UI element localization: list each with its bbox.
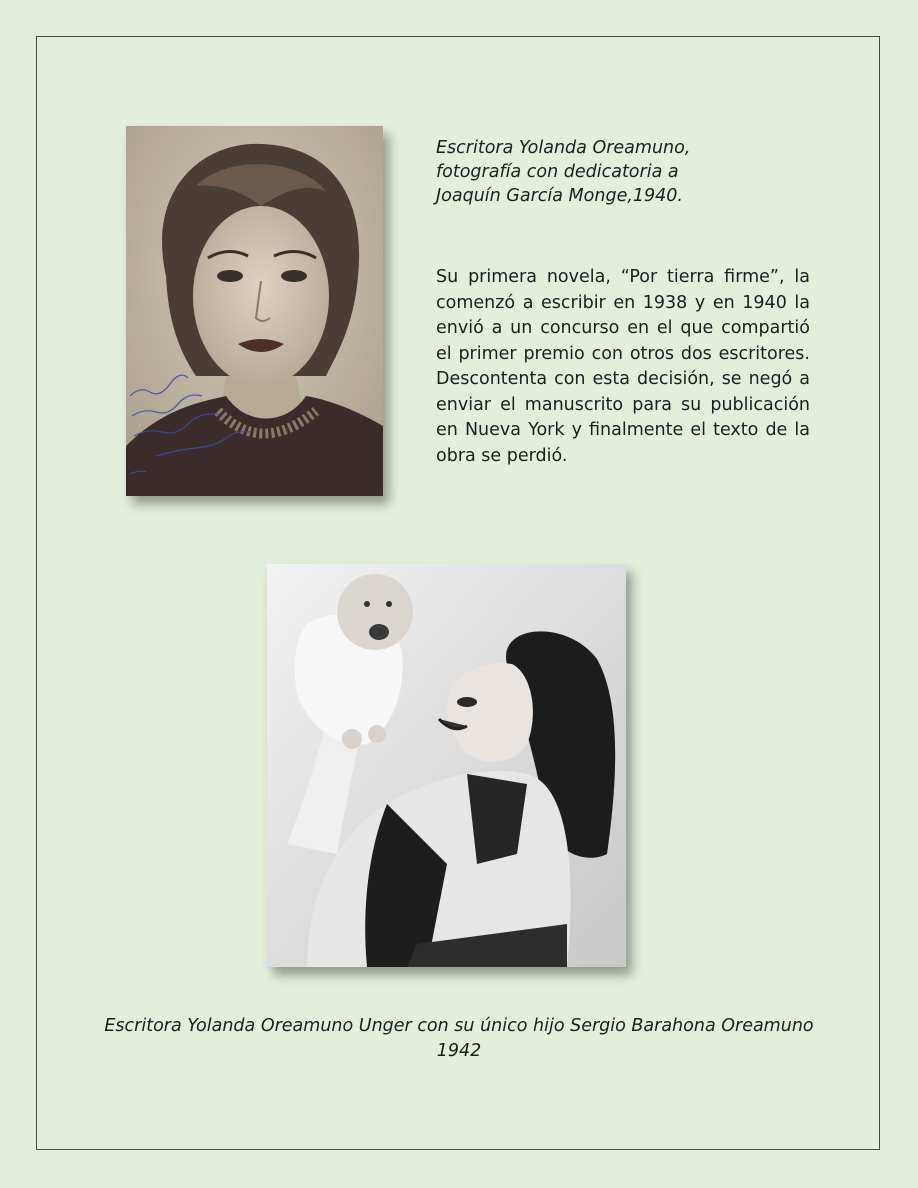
mother-and-child-caption: Escritora Yolanda Oreamuno Unger con su único hijo Sergio Barahona Oreamuno 1942 (104, 1016, 814, 1061)
mother-and-child-photo (267, 564, 626, 967)
novel-paragraph: Su primera novela, “Por tierra firme”, la comenzó a escribir en 1938 y en 1940 la envió a un concurso en el que compartió el primer premio con otros dos escritores. Descontenta con esta decisión, se negó a enviar el manuscrito para su publicación en Nueva York y finalmente el texto de la obra se perdió. (436, 267, 810, 466)
portrait-caption: Escritora Yolanda Oreamuno, fotografía con dedicatoria a Joaquín García Monge,1940. (436, 138, 691, 206)
portrait-photo (126, 126, 383, 496)
